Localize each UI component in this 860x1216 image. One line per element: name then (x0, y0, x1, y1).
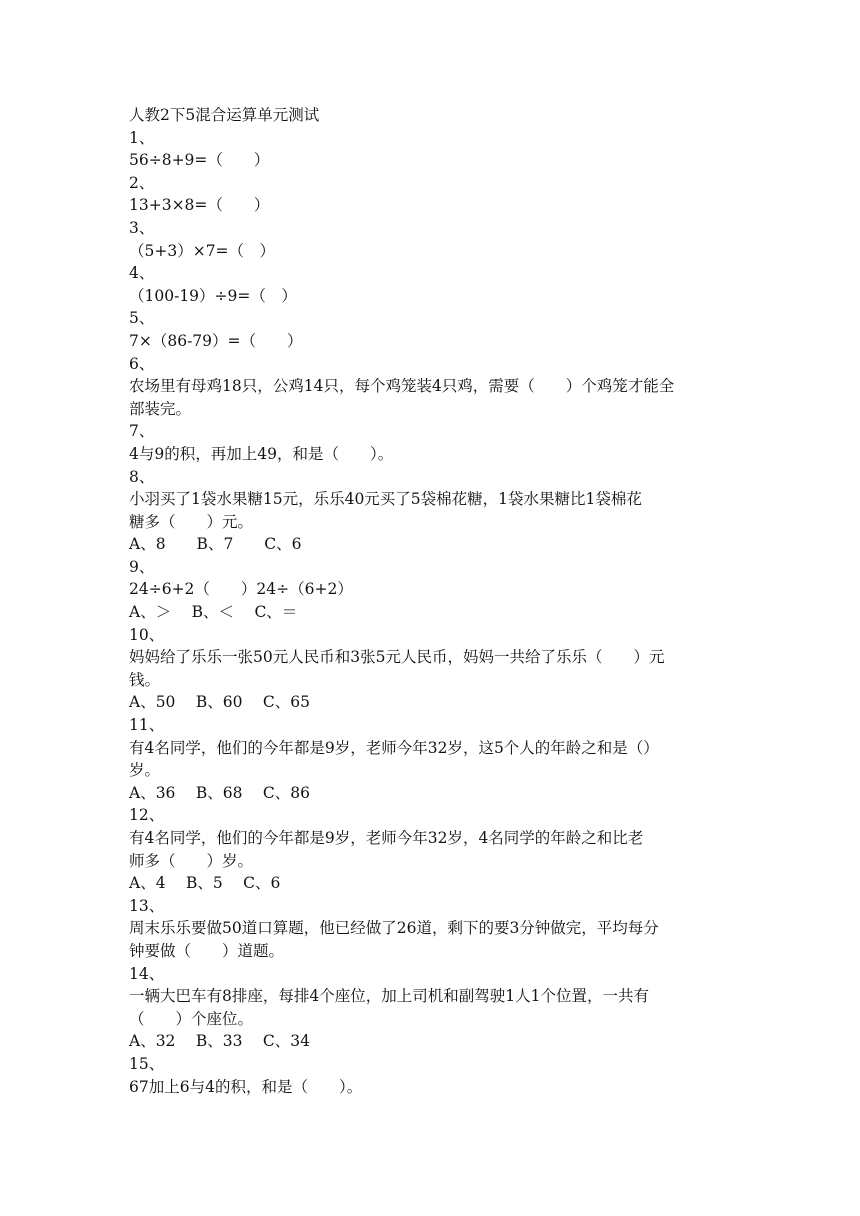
question-text: 糖多（ ）元。 (129, 512, 254, 531)
question-number: 11、 (129, 716, 165, 735)
question-item (129, 420, 733, 465)
question-options: A、36 B、68 C、86 (129, 783, 310, 802)
question-text: 钱。 (129, 670, 161, 689)
question-text: 56÷8+9=（ ） (129, 151, 270, 170)
question-text: 有4名同学，他们的今年都是9岁，老师今年32岁，4名同学的年龄之和比老 (129, 829, 644, 847)
question-options: A、32 B、33 C、34 (129, 1032, 310, 1051)
question-text: 妈妈给了乐乐一张50元人民币和3张5元人民币，妈妈一共给了乐乐（ ）元 (129, 648, 665, 667)
question-text: 67加上6与4的积，和是（ ）。 (129, 1077, 363, 1096)
question-item (129, 172, 733, 217)
question-item (129, 963, 733, 1053)
question-text: 钟要做（ ）道题。 (129, 941, 285, 960)
question-list (129, 127, 733, 1099)
question-number: 14、 (129, 964, 165, 983)
question-number: 7、 (129, 422, 155, 441)
question-number: 12、 (129, 806, 165, 825)
question-text: 农场里有母鸡18只，公鸡14只，每个鸡笼装4只鸡，需要（ ）个鸡笼才能全 (129, 377, 675, 396)
question-item (129, 624, 733, 714)
question-text: 13+3×8=（ ） (129, 196, 270, 215)
question-number: 1、 (129, 128, 155, 147)
question-number: 4、 (129, 264, 155, 283)
question-number: 3、 (129, 218, 155, 237)
question-item (129, 307, 733, 352)
question-number: 6、 (129, 354, 155, 373)
question-text: 有4名同学，他们的今年都是9岁，老师今年32岁，这5个人的年龄之和是（） (129, 738, 659, 757)
question-item (129, 714, 733, 804)
question-text: 师多（ ）岁。 (129, 851, 254, 870)
question-number: 2、 (129, 173, 155, 192)
question-options: A、50 B、60 C、65 (129, 693, 310, 712)
question-text: 一辆大巴车有8排座，每排4个座位，加上司机和副驾驶1人1个位置，一共有 (129, 987, 649, 1006)
question-number: 13、 (129, 896, 165, 915)
question-item (129, 804, 733, 894)
question-number: 10、 (129, 625, 165, 644)
document-title: 人教2下5混合运算单元测试 (129, 106, 320, 124)
question-options: A、4 B、5 C、6 (129, 874, 281, 893)
question-text: （ ）个座位。 (129, 1009, 254, 1028)
question-item (129, 895, 733, 963)
question-item (129, 217, 733, 262)
question-text: （100-19）÷9=（ ） (129, 286, 297, 305)
question-text: （5+3）×7=（ ） (129, 241, 276, 260)
question-options: A、＞ B、＜ C、＝ (129, 603, 298, 622)
question-item (129, 466, 733, 556)
document-page (129, 104, 733, 1098)
question-number: 9、 (129, 557, 155, 576)
question-number: 8、 (129, 467, 155, 486)
question-text: 部装完。 (129, 399, 192, 418)
question-item (129, 127, 733, 172)
question-item (129, 556, 733, 624)
question-text: 24÷6+2（ ）24÷（6+2） (129, 580, 353, 599)
question-text: 4与9的积，再加上49，和是（ ）。 (129, 444, 394, 463)
question-text: 岁。 (129, 761, 161, 780)
question-item (129, 262, 733, 307)
question-options: A、8 B、7 C、6 (129, 535, 302, 554)
question-item (129, 353, 733, 421)
question-text: 7×（86-79）=（ ） (129, 331, 303, 350)
question-item (129, 1053, 733, 1098)
question-text: 小羽买了1袋水果糖15元，乐乐40元买了5袋棉花糖，1袋水果糖比1袋棉花 (129, 490, 642, 509)
question-text: 周末乐乐要做50道口算题，他已经做了26道，剩下的要3分钟做完，平均每分 (129, 919, 659, 938)
question-number: 15、 (129, 1054, 165, 1073)
question-number: 5、 (129, 309, 155, 328)
